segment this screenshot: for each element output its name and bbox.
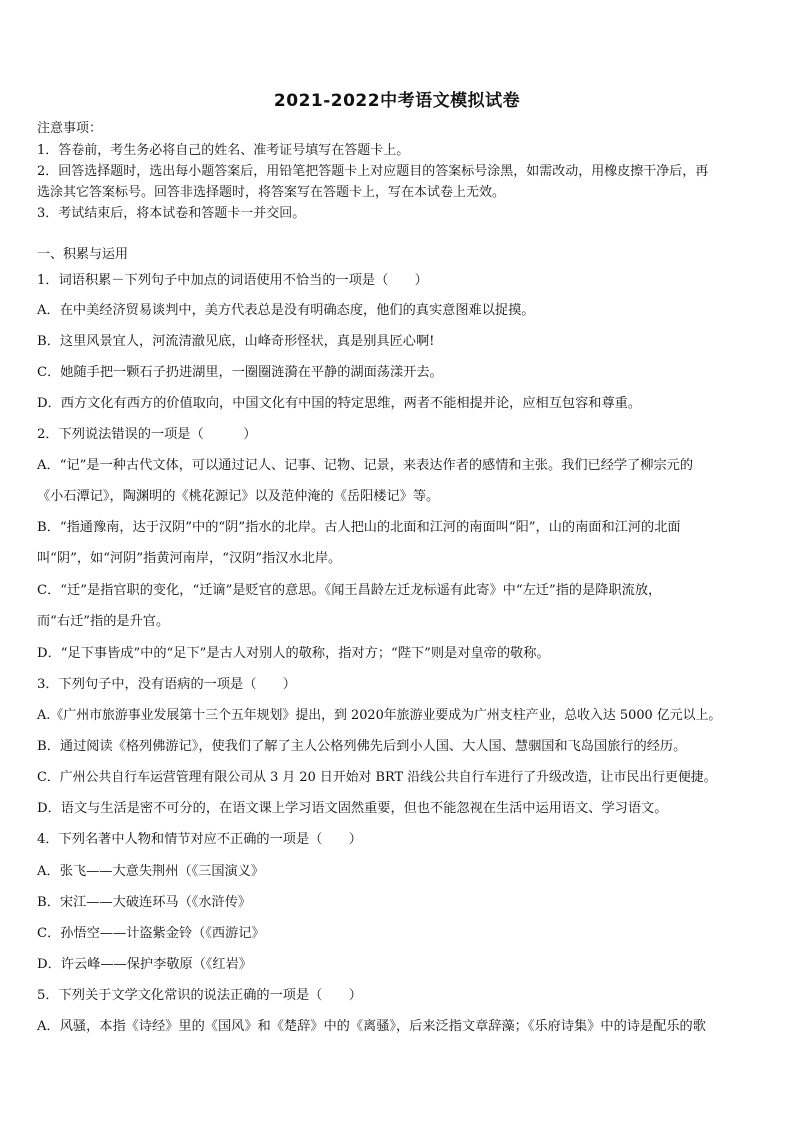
option-b-continued: 叫“阴”，如“河阴”指黄河南岸，“汉阴”指汉水北岸。 — [37, 551, 342, 566]
option-b: B．这里风景宜人，河流清澈见底，山峰奇形怪状，真是别具匠心啊! — [37, 334, 435, 349]
option-a: A.《广州市旅游事业发展第十三个五年规划》提出，到 2020年旅游业要成为广州支柱产业，总收入达 5000 亿元以上。 — [37, 708, 722, 723]
option-c: C．孙悟空——计盗紫金铃（《西游记》 — [37, 926, 265, 941]
section-heading: 一、积累与运用 — [37, 247, 129, 262]
question-stem: 4．下列名著中人物和情节对应不正确的一项是（ ） — [37, 832, 362, 847]
option-a: A．张飞——大意失荆州（《三国演义》 — [37, 864, 265, 879]
option-a: A．在中美经济贸易谈判中，美方代表总是没有明确态度，他们的真实意图难以捉摸。 — [37, 303, 535, 318]
question-stem: 2．下列说法错误的一项是（ ） — [37, 427, 257, 442]
option-c: C．她随手把一颗石子扔进湖里，一圈圈涟漪在平静的湖面荡漾开去。 — [37, 365, 443, 380]
option-d: D．语文与生活是密不可分的，在语文课上学习语文固然重要，但也不能忽视在生活中运用语文、学习语文。 — [37, 801, 668, 816]
question-stem: 3．下列句子中，没有语病的一项是（ ） — [37, 677, 296, 692]
option-c: C．广州公共自行车运营管理有限公司从 3 月 20 日开始对 BRT 沿线公共自行车进行了升级改造，让市民出行更便捷。 — [37, 770, 717, 785]
question-stem: 1．词语积累－下列句子中加点的词语使用不恰当的一项是（ ） — [37, 273, 428, 288]
notice-item: 2．回答选择题时，选出每小题答案后，用铅笔把答题卡上对应题目的答案标号涂黑，如需改动，用橡皮擦干净后，再 — [37, 164, 709, 179]
option-c: C．“迁”是指官职的变化，“迁谪”是贬官的意思。《闻王昌龄左迁龙标遥有此寄》中“左迁”指的是降职流放， — [37, 583, 662, 598]
option-a: A．“记”是一种古代文体，可以通过记人、记事、记物、记景，来表达作者的感情和主张。我们已经学了柳宗元的 — [37, 458, 694, 473]
page-title: 2021-2022中考语文模拟试卷 — [273, 91, 521, 111]
option-a-continued: 《小石潭记》，陶渊明的《桃花源记》以及范仲淹的《岳阳楼记》等。 — [37, 489, 440, 504]
notice-item: 1．答卷前，考生务必将自己的姓名、准考证号填写在答题卡上。 — [37, 143, 410, 158]
option-b: B．宋江——大破连环马（《水浒传》 — [37, 895, 252, 910]
notice-heading: 注意事项： — [37, 121, 103, 136]
option-b: B．“指通豫南，达于汉阴”中的“阴”指水的北岸。古人把山的北面和江河的南面叫“阳”，山的南面和江河的北面 — [37, 520, 681, 535]
notice-item: 3．考试结束后，将本试卷和答题卡一并交回。 — [37, 206, 306, 221]
question-stem: 5．下列关于文学文化常识的说法正确的一项是（ ） — [37, 988, 362, 1003]
option-d: D．许云峰——保护李敬原（《红岩》 — [37, 957, 252, 972]
option-d: D．“足下事皆成”中的“足下”是古人对别人的敬称，指对方；“陛下”则是对皇帝的敬称。 — [37, 646, 550, 661]
option-a: A．风骚，本指《诗经》里的《国风》和《楚辞》中的《离骚》，后来泛指文章辞藻；《乐府诗集》中的诗是配乐的歌 — [37, 1019, 706, 1034]
option-b: B．通过阅读《格列佛游记》，使我们了解了主人公格列佛先后到小人国、大人国、慧骃国和飞岛国旅行的经历。 — [37, 739, 687, 754]
notice-item: 选涂其它答案标号。回答非选择题时，将答案写在答题卡上，写在本试卷上无效。 — [37, 185, 506, 200]
option-d: D．西方文化有西方的价值取向，中国文化有中国的特定思维，两者不能相提并论，应相互包容和尊重。 — [37, 396, 642, 411]
option-c-continued: 而“右迁”指的是升官。 — [37, 614, 170, 629]
